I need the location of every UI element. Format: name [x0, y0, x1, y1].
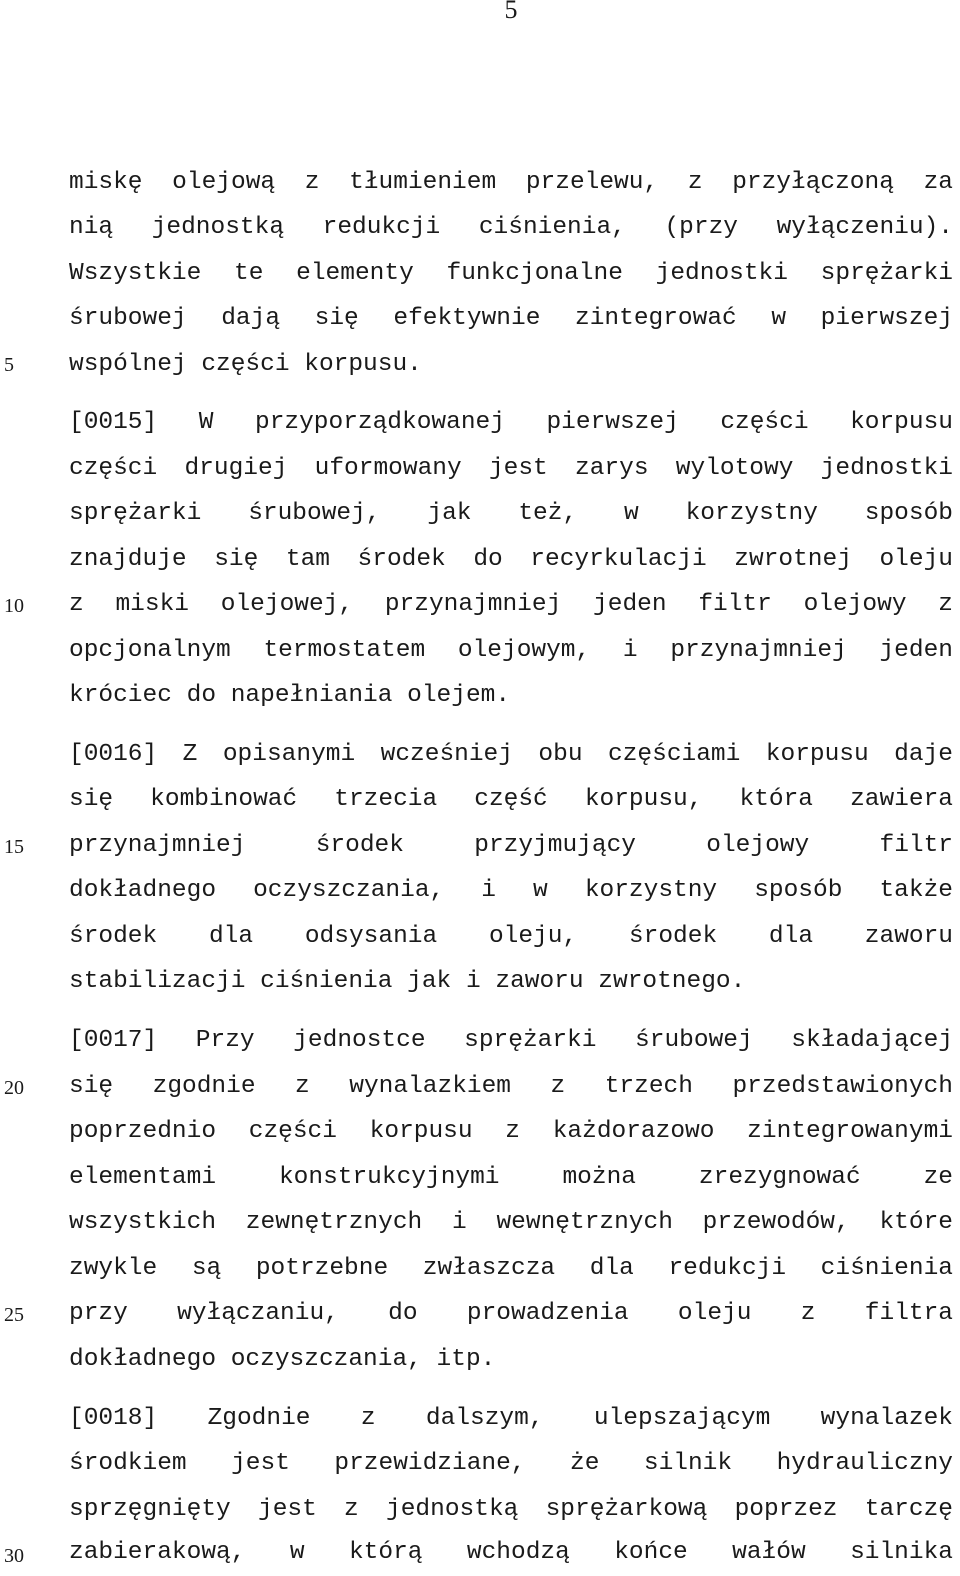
line-number-20: 20: [4, 1077, 24, 1099]
text-line: śrubowej dają się efektywnie zintegrować w pierwszej: [69, 305, 953, 332]
text-line: elementami konstrukcyjnymi można zrezygnować ze: [69, 1164, 953, 1191]
text-line: się kombinować trzecia część korpusu, która zawiera: [69, 786, 953, 813]
text-line: przynajmniej środek przyjmujący olejowy filtr: [69, 832, 953, 859]
text-line: poprzednio części korpusu z każdorazowo zintegrowanymi: [69, 1118, 953, 1145]
text-line: środkiem jest przewidziane, że silnik hydrauliczny: [69, 1450, 953, 1477]
text-line: [0017] Przy jednostce sprężarki śrubowej składającej: [69, 1027, 953, 1054]
text-line: z miski olejowej, przynajmniej jeden filtr olejowy z: [69, 591, 953, 618]
text-line: się zgodnie z wynalazkiem z trzech przedstawionych: [69, 1073, 953, 1100]
text-line: przy wyłączaniu, do prowadzenia oleju z filtra: [69, 1300, 953, 1327]
text-line: króciec do napełniania olejem.: [69, 682, 511, 709]
text-line: sprzęgnięty jest z jednostką sprężarkową poprzez tarczę: [69, 1496, 953, 1523]
page-number: 5: [504, 0, 518, 24]
text-line: wspólnej części korpusu.: [69, 351, 422, 378]
line-number-10: 10: [4, 595, 24, 617]
text-line: zwykle są potrzebne zwłaszcza dla redukcji ciśnienia: [69, 1255, 953, 1282]
text-line: znajduje się tam środek do recyrkulacji zwrotnej oleju: [69, 546, 953, 573]
text-line: nią jednostką redukcji ciśnienia, (przy wyłączeniu).: [69, 214, 953, 241]
text-line: zabierakową, w którą wchodzą końce wałów silnika: [69, 1539, 953, 1566]
line-number-5: 5: [4, 354, 14, 376]
text-line: miskę olejową z tłumieniem przelewu, z przyłączoną za: [69, 169, 953, 196]
text-line: wszystkich zewnętrznych i wewnętrznych przewodów, które: [69, 1209, 953, 1236]
text-line: [0015] W przyporządkowanej pierwszej części korpusu: [69, 409, 953, 436]
text-line: Wszystkie te elementy funkcjonalne jednostki sprężarki: [69, 260, 953, 287]
text-line: dokładnego oczyszczania, itp.: [69, 1346, 496, 1373]
line-number-30: 30: [4, 1545, 24, 1567]
text-line: stabilizacji ciśnienia jak i zaworu zwrotnego.: [69, 968, 746, 995]
line-number-25: 25: [4, 1304, 24, 1326]
text-line: [0018] Zgodnie z dalszym, ulepszającym wynalazek: [69, 1405, 953, 1432]
text-line: dokładnego oczyszczania, i w korzystny sposób także: [69, 877, 953, 904]
text-line: sprężarki śrubowej, jak też, w korzystny sposób: [69, 500, 953, 527]
text-line: opcjonalnym termostatem olejowym, i przynajmniej jeden: [69, 637, 953, 664]
line-number-15: 15: [4, 836, 24, 858]
text-line: środek dla odsysania oleju, środek dla zaworu: [69, 923, 953, 950]
text-line: części drugiej uformowany jest zarys wylotowy jednostki: [69, 455, 953, 482]
text-line: [0016] Z opisanymi wcześniej obu częściami korpusu daje: [69, 741, 953, 768]
